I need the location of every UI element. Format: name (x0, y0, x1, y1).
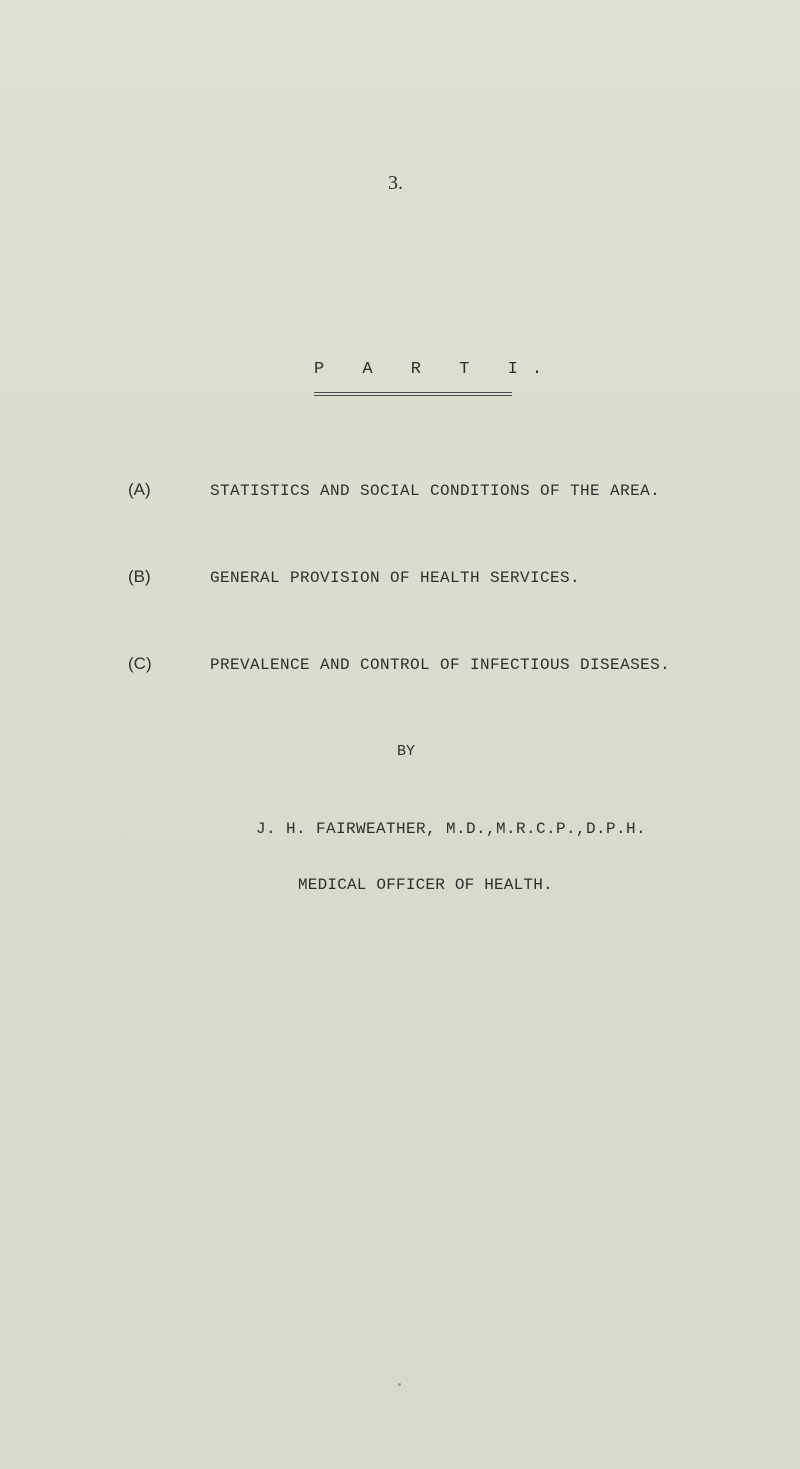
section-a (128, 480, 660, 500)
section-heading: STATISTICS AND SOCIAL CONDITIONS OF THE AREA. (210, 482, 661, 500)
by-label: BY (397, 743, 416, 760)
section-c (128, 654, 670, 674)
title-double-underline (314, 392, 512, 397)
section-letter: (A) (128, 480, 151, 499)
section-letter: (C) (128, 654, 152, 673)
paper-speck (398, 1383, 401, 1386)
author-name: J. H. FAIRWEATHER, M.D.,M.R.C.P.,D.P.H. (256, 820, 647, 838)
page-number: 3. (388, 172, 403, 194)
part-title: P A R T I. (314, 360, 557, 379)
author-role: MEDICAL OFFICER OF HEALTH. (298, 876, 553, 894)
section-heading: GENERAL PROVISION OF HEALTH SERVICES. (210, 569, 581, 587)
section-b (128, 567, 580, 587)
section-heading: PREVALENCE AND CONTROL OF INFECTIOUS DISEASES. (210, 656, 671, 674)
section-letter: (B) (128, 567, 151, 586)
underline-top (314, 392, 512, 393)
underline-bottom (314, 395, 512, 396)
